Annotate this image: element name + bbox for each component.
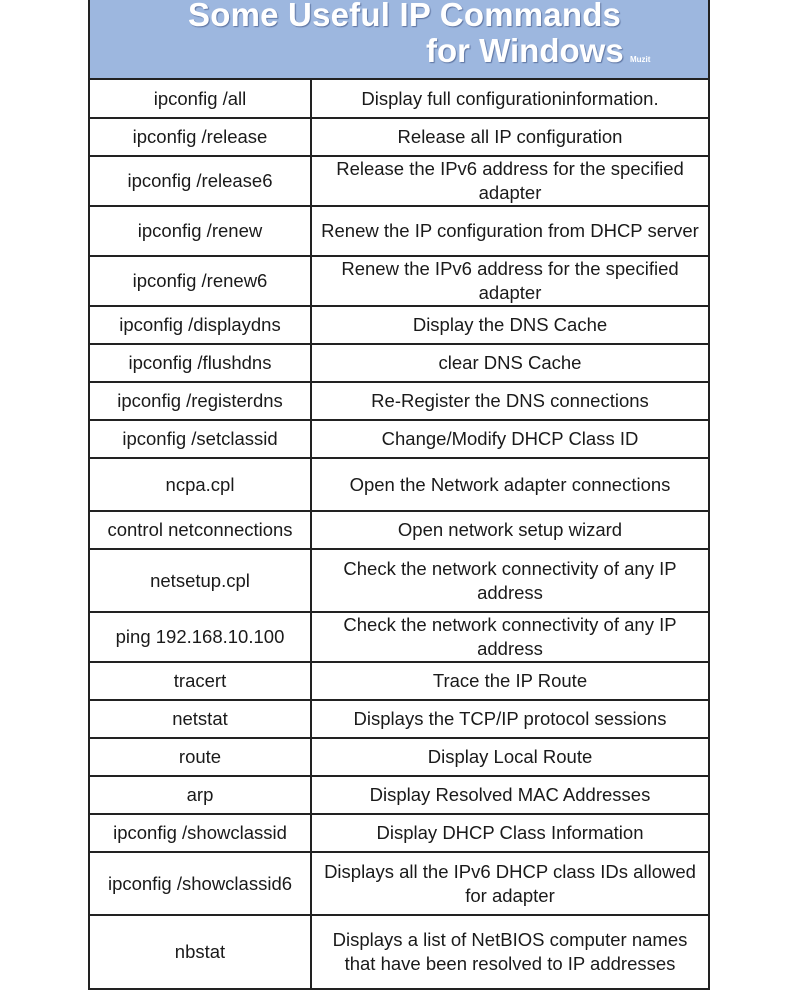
description-cell: Trace the IP Route — [311, 662, 708, 700]
command-cell: ipconfig /showclassid6 — [90, 852, 311, 915]
description-cell: Release the IPv6 address for the specified adapter — [311, 156, 708, 206]
table-row — [90, 80, 708, 118]
command-cell: ping 192.168.10.100 — [90, 612, 311, 662]
command-cell: arp — [90, 776, 311, 814]
title-line-2: for Windows — [426, 32, 624, 69]
title-line-1: Some Useful IP Commands — [188, 0, 622, 33]
table-row — [90, 511, 708, 549]
table-row — [90, 306, 708, 344]
table-row — [90, 776, 708, 814]
description-cell: Display Local Route — [311, 738, 708, 776]
description-cell: Renew the IP configuration from DHCP server — [311, 206, 708, 256]
command-cell: ipconfig /registerdns — [90, 382, 311, 420]
command-cell: ncpa.cpl — [90, 458, 311, 511]
command-cell: ipconfig /renew6 — [90, 256, 311, 306]
description-cell: Display full configurationinformation. — [311, 80, 708, 118]
description-cell: Display the DNS Cache — [311, 306, 708, 344]
table-row — [90, 549, 708, 612]
description-cell: Open network setup wizard — [311, 511, 708, 549]
table-row — [90, 700, 708, 738]
description-cell: clear DNS Cache — [311, 344, 708, 382]
command-cell: ipconfig /release6 — [90, 156, 311, 206]
table-row — [90, 156, 708, 206]
command-cell: netsetup.cpl — [90, 549, 311, 612]
description-cell: Open the Network adapter connections — [311, 458, 708, 511]
table-row — [90, 915, 708, 988]
table-row — [90, 118, 708, 156]
description-cell: Displays all the IPv6 DHCP class IDs allowed for adapter — [311, 852, 708, 915]
command-cell: netstat — [90, 700, 311, 738]
command-cell: ipconfig /release — [90, 118, 311, 156]
description-cell: Change/Modify DHCP Class ID — [311, 420, 708, 458]
command-cell: tracert — [90, 662, 311, 700]
table-row — [90, 458, 708, 511]
command-cell: ipconfig /all — [90, 80, 311, 118]
description-cell: Release all IP configuration — [311, 118, 708, 156]
description-cell: Check the network connectivity of any IP address — [311, 549, 708, 612]
description-cell: Displays a list of NetBIOS computer names that have been resolved to IP addresses — [311, 915, 708, 988]
title-banner — [90, 0, 708, 80]
command-cell: nbstat — [90, 915, 311, 988]
command-cell: ipconfig /displaydns — [90, 306, 311, 344]
table-row — [90, 206, 708, 256]
command-cell: ipconfig /showclassid — [90, 814, 311, 852]
command-cell: ipconfig /renew — [90, 206, 311, 256]
brand-watermark: Muzit — [630, 55, 651, 64]
command-cell: route — [90, 738, 311, 776]
command-cell: control netconnections — [90, 511, 311, 549]
description-cell: Displays the TCP/IP protocol sessions — [311, 700, 708, 738]
description-cell: Display Resolved MAC Addresses — [311, 776, 708, 814]
description-cell: Renew the IPv6 address for the specified adapter — [311, 256, 708, 306]
description-cell: Display DHCP Class Information — [311, 814, 708, 852]
table-row — [90, 738, 708, 776]
description-cell: Check the network connectivity of any IP address — [311, 612, 708, 662]
table-row — [90, 612, 708, 662]
table-row — [90, 344, 708, 382]
table-row — [90, 814, 708, 852]
table-row — [90, 256, 708, 306]
command-cell: ipconfig /setclassid — [90, 420, 311, 458]
description-cell: Re-Register the DNS connections — [311, 382, 708, 420]
table-row — [90, 382, 708, 420]
table-row — [90, 852, 708, 915]
table-row — [90, 662, 708, 700]
command-cell: ipconfig /flushdns — [90, 344, 311, 382]
commands-sheet — [88, 0, 710, 990]
commands-table — [90, 80, 708, 988]
table-row — [90, 420, 708, 458]
